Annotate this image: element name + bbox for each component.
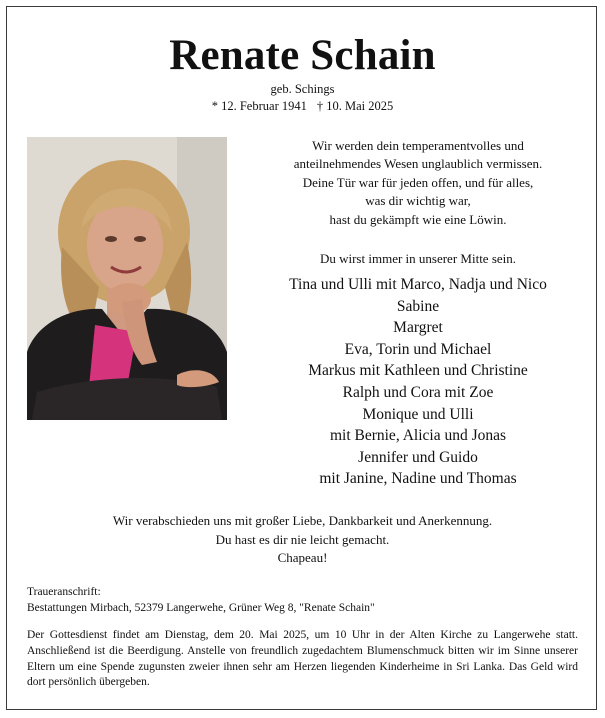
poem-line: hast du gekämpft wie eine Löwin. xyxy=(329,211,507,227)
condolence-address xyxy=(27,585,587,616)
motto: Du wirst immer in unserer Mitte sein. xyxy=(319,251,517,266)
mourner-line: mit Bernie, Alicia und Jonas xyxy=(329,427,507,445)
farewell-line: Du hast es dir nie leicht gemacht. xyxy=(215,531,390,547)
mourners-list xyxy=(248,274,588,490)
poem-line: anteilnehmendes Wesen unglaublich vermissen. xyxy=(293,156,543,172)
death-date: † 10. Mai 2025 xyxy=(316,99,394,113)
mourner-line: Sabine xyxy=(396,297,440,315)
address-label: Traueranschrift: xyxy=(27,586,101,598)
mourner-line: Ralph und Cora mit Zoe xyxy=(342,383,494,401)
mourner-line: Markus mit Kathleen und Christine xyxy=(308,362,528,380)
mourner-line: Jennifer und Guido xyxy=(358,448,478,466)
life-dates xyxy=(0,98,605,114)
farewell-line: Chapeau! xyxy=(277,550,328,565)
mourner-line: Tina und Ulli mit Marco, Nadja und Nico xyxy=(289,276,547,293)
mourner-line: Monique und Ulli xyxy=(362,405,474,423)
farewell-line: Wir verabschieden uns mit großer Liebe, Dankbarkeit und Anerkennung. xyxy=(112,513,493,528)
mourner-line: Margret xyxy=(393,319,443,337)
poem-line: was dir wichtig war, xyxy=(365,193,471,209)
poem-line: Deine Tür war für jeden offen, und für alles, xyxy=(302,174,534,190)
mourner-line: mit Janine, Nadine und Thomas xyxy=(319,470,517,488)
address-text: Bestattungen Mirbach, 52379 Langerwehe, Grüner Weg 8, "Renate Schain" xyxy=(27,601,375,614)
portrait-photo xyxy=(27,137,227,420)
farewell xyxy=(0,512,605,568)
mourner-line: Eva, Torin und Michael xyxy=(344,340,492,358)
maiden-name: geb. Schings xyxy=(270,82,335,96)
deceased-name: Renate Schain xyxy=(169,32,436,79)
poem xyxy=(248,137,588,229)
poem-line: Wir werden dein temperamentvolles und xyxy=(312,138,524,153)
birth-date: * 12. Februar 1941 xyxy=(211,99,307,113)
service-information: Der Gottesdienst findet am Dienstag, dem 20. Mai 2025, um 10 Uhr in der Alten Kirche zu Langerwehe statt. Anschließend ist die Beerdigung. Anstelle von freundlich zugedachtem Blumenschmuck bitten wir im Sinne unserer Eltern um eine Spende zugunsten zweier ihnen sehr am Herzen liegenden Kinderheime in Sri Lanka. Das Geld wird dort persönlich übergeben. xyxy=(27,629,578,689)
